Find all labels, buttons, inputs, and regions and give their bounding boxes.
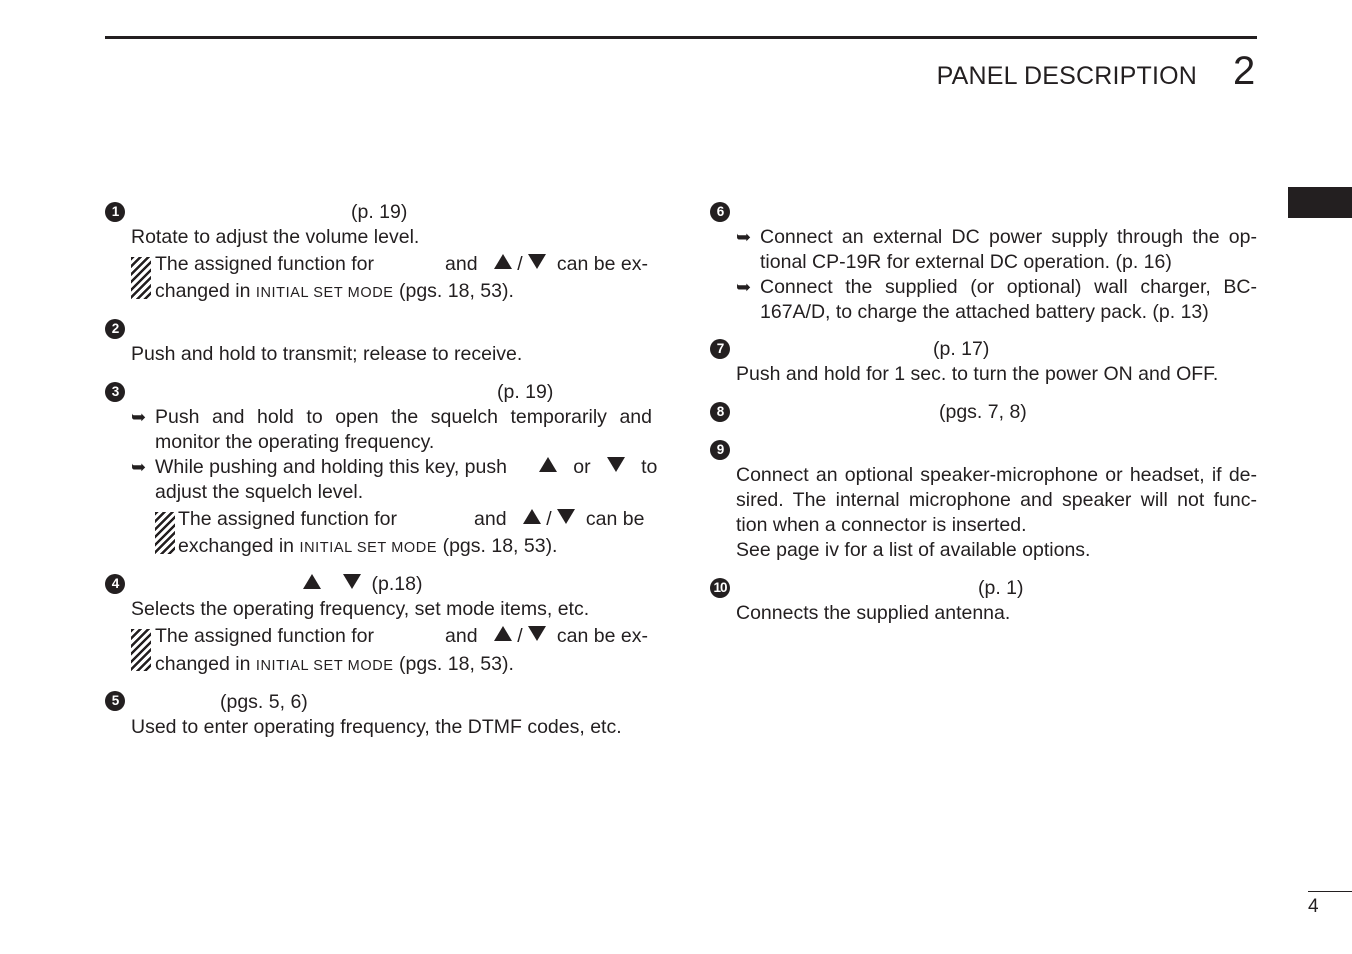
chapter-thumb-tab [1288, 187, 1352, 218]
arrow-bullet-icon: ➥ [131, 457, 147, 477]
item-10-page-ref: (p. 1) [978, 577, 1024, 599]
down-triangle-icon [557, 509, 575, 524]
item-3-bullet-2-line-1-keys: or to [539, 455, 657, 480]
item-8-page-ref: (pgs. 7, 8) [939, 401, 1027, 423]
item-6-bullet-1-line-1: Connect an external DC power supply through the op- [760, 226, 1257, 248]
down-triangle-icon [607, 457, 625, 472]
item-3-note-line-1: The assigned function for [178, 508, 397, 530]
item-3-note-line-2: exchanged in INITIAL SET MODE (pgs. 18, 53). [178, 535, 558, 557]
item-9-line-3: tion when a connector is inserted. [736, 514, 1027, 536]
item-6-bullet-2-line-1: Connect the supplied (or optional) wall charger, BC- [760, 276, 1257, 298]
page-number-rule [1308, 891, 1352, 892]
item-1-description: Rotate to adjust the volume level. [131, 226, 420, 248]
up-triangle-icon [539, 457, 557, 472]
item-6-bullet-2-line-2: 167A/D, to charge the attached battery pack. (p. 13) [760, 301, 1209, 323]
up-triangle-icon [494, 254, 512, 269]
item-2-description: Push and hold to transmit; release to receive. [131, 343, 523, 365]
item-9-line-2: sired. The internal microphone and speaker will not func- [736, 489, 1257, 511]
item-number-5: 5 [105, 691, 125, 711]
item-number-7: 7 [710, 339, 730, 359]
arrow-bullet-icon: ➥ [736, 277, 752, 297]
item-9-line-1: Connect an optional speaker-microphone or headset, if de- [736, 464, 1257, 486]
item-number-3: 3 [105, 382, 125, 402]
item-number-9: 9 [710, 440, 730, 460]
item-1-page-ref: (p. 19) [351, 201, 408, 223]
page-number: 4 [1308, 896, 1319, 917]
top-rule [105, 36, 1257, 39]
chapter-number: 2 [1233, 49, 1256, 93]
hatched-note-icon [131, 629, 151, 671]
section-title: PANEL DESCRIPTION [936, 62, 1197, 90]
item-6-bullet-1-line-2: tional CP-19R for external DC operation. (p. 16) [760, 251, 1172, 273]
hatched-note-icon [155, 512, 175, 554]
item-number-1: 1 [105, 202, 125, 222]
item-1-note-line-1-keys: and / can be ex- [445, 253, 648, 275]
arrow-bullet-icon: ➥ [736, 227, 752, 247]
up-triangle-icon [494, 626, 512, 641]
item-4-keys-and-ref: (p.18) [303, 572, 422, 597]
item-3-bullet-2-line-2: adjust the squelch level. [155, 481, 364, 503]
down-triangle-icon [343, 574, 361, 589]
item-1-note-line-2: changed in INITIAL SET MODE (pgs. 18, 53). [155, 280, 514, 302]
item-3-bullet-2-line-1: While pushing and holding this key, push [155, 456, 507, 478]
item-10-description: Connects the supplied antenna. [736, 602, 1011, 624]
item-7-description: Push and hold for 1 sec. to turn the power ON and OFF. [736, 363, 1219, 385]
hatched-note-icon [131, 257, 151, 299]
item-5-description: Used to enter operating frequency, the DTMF codes, etc. [131, 716, 622, 738]
arrow-bullet-icon: ➥ [131, 407, 147, 427]
item-4-note-line-1-keys: and / can be ex- [445, 625, 648, 647]
down-triangle-icon [528, 626, 546, 641]
item-9-line-4: See page iv for a list of available options. [736, 539, 1091, 561]
down-triangle-icon [528, 254, 546, 269]
item-1-note-line-1: The assigned function for [155, 253, 374, 275]
item-number-4: 4 [105, 574, 125, 594]
item-number-10: 10 [710, 578, 730, 598]
item-4-description: Selects the operating frequency, set mode items, etc. [131, 598, 590, 620]
item-3-page-ref: (p. 19) [497, 381, 554, 403]
up-triangle-icon [523, 509, 541, 524]
item-4-note-line-2: changed in INITIAL SET MODE (pgs. 18, 53). [155, 653, 514, 675]
item-number-8: 8 [710, 402, 730, 422]
item-number-2: 2 [105, 319, 125, 339]
item-number-6: 6 [710, 202, 730, 222]
item-7-page-ref: (p. 17) [933, 338, 990, 360]
item-3-note-line-1-keys: and / can be [474, 508, 645, 530]
up-triangle-icon [303, 574, 321, 589]
item-5-page-ref: (pgs. 5, 6) [220, 691, 308, 713]
item-3-bullet-1-line-1: Push and hold to open the squelch temporarily and [155, 406, 652, 428]
item-3-bullet-1-line-2: monitor the operating frequency. [155, 431, 435, 453]
item-4-note-line-1: The assigned function for [155, 625, 374, 647]
